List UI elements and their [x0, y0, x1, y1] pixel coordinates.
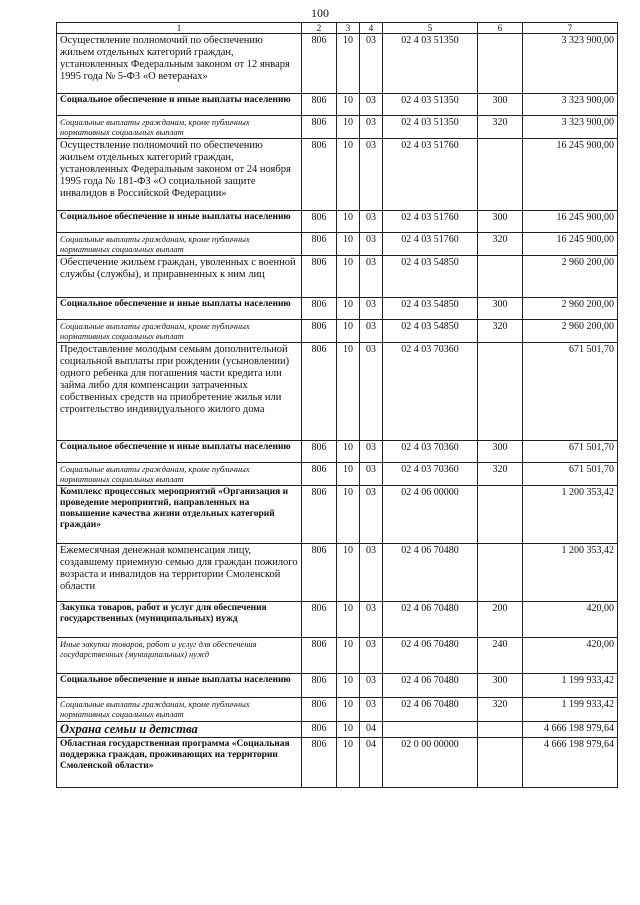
- section-code: 10: [337, 320, 360, 343]
- section-code: 10: [337, 722, 360, 738]
- ministry-code: 806: [302, 233, 337, 256]
- target-article-code: 02 4 06 70480: [383, 698, 478, 722]
- section-code: 10: [337, 674, 360, 698]
- row-name: Ежемесячная денежная компенсация лицу, создавшему приемную семью для граждан пожилого возраста и инвалидов на территории Смоленской области: [57, 544, 302, 602]
- target-article-code: 02 4 03 70360: [383, 343, 478, 441]
- table-row: [57, 298, 618, 320]
- amount: 4 666 198 979,64: [523, 722, 618, 738]
- subsection-code: 03: [360, 116, 383, 139]
- ministry-code: 806: [302, 602, 337, 638]
- budget-table: [56, 22, 618, 788]
- ministry-code: 806: [302, 698, 337, 722]
- expense-type-code: [478, 722, 523, 738]
- row-name: Осуществление полномочий по обеспечению жильем отдельных категорий граждан, установленных Федеральным законом от 24 ноября 1995 года № 181-ФЗ «О социальной защите инвалидов в Российской Федерации»: [57, 139, 302, 211]
- amount: 671 501,70: [523, 343, 618, 441]
- ministry-code: 806: [302, 722, 337, 738]
- section-code: 10: [337, 463, 360, 486]
- section-code: 10: [337, 638, 360, 674]
- row-name: Социальные выплаты гражданам, кроме публичных нормативных социальных выплат: [57, 233, 302, 256]
- target-article-code: 02 4 06 00000: [383, 486, 478, 544]
- target-article-code: 02 4 03 51760: [383, 139, 478, 211]
- row-name: Социальное обеспечение и иные выплаты населению: [57, 674, 302, 698]
- expense-type-code: [478, 139, 523, 211]
- row-name: Социальные выплаты гражданам, кроме публичных нормативных социальных выплат: [57, 116, 302, 139]
- target-article-code: 02 4 03 51350: [383, 34, 478, 94]
- section-code: 10: [337, 698, 360, 722]
- expense-type-code: 320: [478, 320, 523, 343]
- target-article-code: 02 4 03 51760: [383, 233, 478, 256]
- table-row: [57, 698, 618, 722]
- ministry-code: 806: [302, 738, 337, 788]
- amount: 1 199 933,42: [523, 674, 618, 698]
- ministry-code: 806: [302, 211, 337, 233]
- expense-type-code: 300: [478, 94, 523, 116]
- table-row: [57, 602, 618, 638]
- expense-type-code: 320: [478, 463, 523, 486]
- amount: 1 199 933,42: [523, 698, 618, 722]
- expense-type-code: [478, 738, 523, 788]
- section-code: 10: [337, 34, 360, 94]
- amount: 16 245 900,00: [523, 233, 618, 256]
- target-article-code: 02 4 03 51350: [383, 116, 478, 139]
- subsection-code: 03: [360, 638, 383, 674]
- target-article-code: 02 4 03 70360: [383, 441, 478, 463]
- target-article-code: 02 4 06 70480: [383, 674, 478, 698]
- target-article-code: 02 4 03 54850: [383, 298, 478, 320]
- expense-type-code: 240: [478, 638, 523, 674]
- amount: 4 666 198 979,64: [523, 738, 618, 788]
- section-code: 10: [337, 602, 360, 638]
- table-row: [57, 638, 618, 674]
- amount: 16 245 900,00: [523, 139, 618, 211]
- row-name: Социальные выплаты гражданам, кроме публичных нормативных социальных выплат: [57, 463, 302, 486]
- table-header-row: [57, 23, 618, 34]
- column-header: 6: [478, 23, 523, 34]
- section-code: 10: [337, 343, 360, 441]
- row-name: Предоставление молодым семьям дополнительной социальной выплаты при рождении (усыновлении) одного ребенка для погашения части кредита или займа либо для компенсации затраченных собственных средств на приобретение жилья или строительство индивидуального жилого дома: [57, 343, 302, 441]
- subsection-code: 03: [360, 602, 383, 638]
- table-row: [57, 722, 618, 738]
- table-row: [57, 320, 618, 343]
- amount: 3 323 900,00: [523, 34, 618, 94]
- section-code: 10: [337, 441, 360, 463]
- row-name: Социальное обеспечение и иные выплаты населению: [57, 94, 302, 116]
- row-name: Охрана семьи и детства: [57, 722, 302, 738]
- subsection-code: 03: [360, 233, 383, 256]
- section-code: 10: [337, 139, 360, 211]
- column-header: 1: [57, 23, 302, 34]
- table-row: [57, 738, 618, 788]
- expense-type-code: [478, 34, 523, 94]
- expense-type-code: [478, 544, 523, 602]
- column-header: 2: [302, 23, 337, 34]
- target-article-code: 02 4 03 70360: [383, 463, 478, 486]
- subsection-code: 03: [360, 441, 383, 463]
- amount: 420,00: [523, 602, 618, 638]
- table-row: [57, 116, 618, 139]
- target-article-code: 02 4 03 51350: [383, 94, 478, 116]
- amount: 3 323 900,00: [523, 116, 618, 139]
- ministry-code: 806: [302, 298, 337, 320]
- section-code: 10: [337, 486, 360, 544]
- column-header: 3: [337, 23, 360, 34]
- target-article-code: [383, 722, 478, 738]
- amount: 1 200 353,42: [523, 544, 618, 602]
- expense-type-code: [478, 343, 523, 441]
- row-name: Осуществление полномочий по обеспечению жильем отдельных категорий граждан, установленных Федеральным законом от 12 января 1995 года № 5-ФЗ «О ветеранах»: [57, 34, 302, 94]
- table-row: [57, 463, 618, 486]
- ministry-code: 806: [302, 463, 337, 486]
- target-article-code: 02 4 03 54850: [383, 256, 478, 298]
- section-code: 10: [337, 211, 360, 233]
- amount: 16 245 900,00: [523, 211, 618, 233]
- subsection-code: 03: [360, 320, 383, 343]
- subsection-code: 03: [360, 139, 383, 211]
- subsection-code: 03: [360, 298, 383, 320]
- section-code: 10: [337, 738, 360, 788]
- target-article-code: 02 4 06 70480: [383, 638, 478, 674]
- ministry-code: 806: [302, 638, 337, 674]
- ministry-code: 806: [302, 94, 337, 116]
- table-row: [57, 441, 618, 463]
- section-code: 10: [337, 94, 360, 116]
- table-row: [57, 256, 618, 298]
- row-name: Социальные выплаты гражданам, кроме публичных нормативных социальных выплат: [57, 320, 302, 343]
- subsection-code: 03: [360, 211, 383, 233]
- row-name: Областная государственная программа «Социальная поддержка граждан, проживающих на территории Смоленской области»: [57, 738, 302, 788]
- section-code: 10: [337, 544, 360, 602]
- subsection-code: 04: [360, 722, 383, 738]
- amount: 671 501,70: [523, 463, 618, 486]
- subsection-code: 03: [360, 94, 383, 116]
- target-article-code: 02 4 06 70480: [383, 544, 478, 602]
- section-code: 10: [337, 256, 360, 298]
- amount: 420,00: [523, 638, 618, 674]
- ministry-code: 806: [302, 116, 337, 139]
- ministry-code: 806: [302, 320, 337, 343]
- ministry-code: 806: [302, 34, 337, 94]
- ministry-code: 806: [302, 343, 337, 441]
- row-name: Социальное обеспечение и иные выплаты населению: [57, 298, 302, 320]
- expense-type-code: 320: [478, 116, 523, 139]
- section-code: 10: [337, 116, 360, 139]
- amount: 1 200 353,42: [523, 486, 618, 544]
- subsection-code: 03: [360, 544, 383, 602]
- subsection-code: 03: [360, 698, 383, 722]
- column-header: 5: [383, 23, 478, 34]
- row-name: Социальное обеспечение и иные выплаты населению: [57, 441, 302, 463]
- row-name: Социальное обеспечение и иные выплаты населению: [57, 211, 302, 233]
- expense-type-code: 320: [478, 698, 523, 722]
- section-code: 10: [337, 233, 360, 256]
- ministry-code: 806: [302, 139, 337, 211]
- table-row: [57, 233, 618, 256]
- expense-type-code: [478, 486, 523, 544]
- amount: 2 960 200,00: [523, 298, 618, 320]
- table-row: [57, 674, 618, 698]
- table-row: [57, 343, 618, 441]
- table-row: [57, 34, 618, 94]
- table-row: [57, 486, 618, 544]
- subsection-code: 03: [360, 486, 383, 544]
- amount: 3 323 900,00: [523, 94, 618, 116]
- table-row: [57, 544, 618, 602]
- ministry-code: 806: [302, 544, 337, 602]
- ministry-code: 806: [302, 674, 337, 698]
- expense-type-code: 320: [478, 233, 523, 256]
- subsection-code: 03: [360, 256, 383, 298]
- subsection-code: 04: [360, 738, 383, 788]
- expense-type-code: 300: [478, 298, 523, 320]
- expense-type-code: 200: [478, 602, 523, 638]
- target-article-code: 02 4 06 70480: [383, 602, 478, 638]
- amount: 2 960 200,00: [523, 256, 618, 298]
- subsection-code: 03: [360, 674, 383, 698]
- column-header: 7: [523, 23, 618, 34]
- row-name: Социальные выплаты гражданам, кроме публичных нормативных социальных выплат: [57, 698, 302, 722]
- page-number: 100: [311, 6, 329, 20]
- row-name: Иные закупки товаров, работ и услуг для обеспечения государственных (муниципальных) нужд: [57, 638, 302, 674]
- ministry-code: 806: [302, 486, 337, 544]
- expense-type-code: 300: [478, 441, 523, 463]
- ministry-code: 806: [302, 256, 337, 298]
- table-row: [57, 94, 618, 116]
- target-article-code: 02 4 03 54850: [383, 320, 478, 343]
- expense-type-code: 300: [478, 211, 523, 233]
- ministry-code: 806: [302, 441, 337, 463]
- row-name: Закупка товаров, работ и услуг для обеспечения государственных (муниципальных) нужд: [57, 602, 302, 638]
- expense-type-code: 300: [478, 674, 523, 698]
- target-article-code: 02 4 03 51760: [383, 211, 478, 233]
- row-name: Обеспечение жильем граждан, уволенных с военной службы (службы), и приравненных к ним лиц: [57, 256, 302, 298]
- subsection-code: 03: [360, 343, 383, 441]
- row-name: Комплекс процессных мероприятий «Организация и проведение мероприятий, направленных на повышение качества жизни отдельных категорий граждан»: [57, 486, 302, 544]
- expense-type-code: [478, 256, 523, 298]
- subsection-code: 03: [360, 463, 383, 486]
- amount: 671 501,70: [523, 441, 618, 463]
- section-code: 10: [337, 298, 360, 320]
- table-row: [57, 211, 618, 233]
- table-row: [57, 139, 618, 211]
- amount: 2 960 200,00: [523, 320, 618, 343]
- column-header: 4: [360, 23, 383, 34]
- table-body: [57, 34, 618, 788]
- subsection-code: 03: [360, 34, 383, 94]
- target-article-code: 02 0 00 00000: [383, 738, 478, 788]
